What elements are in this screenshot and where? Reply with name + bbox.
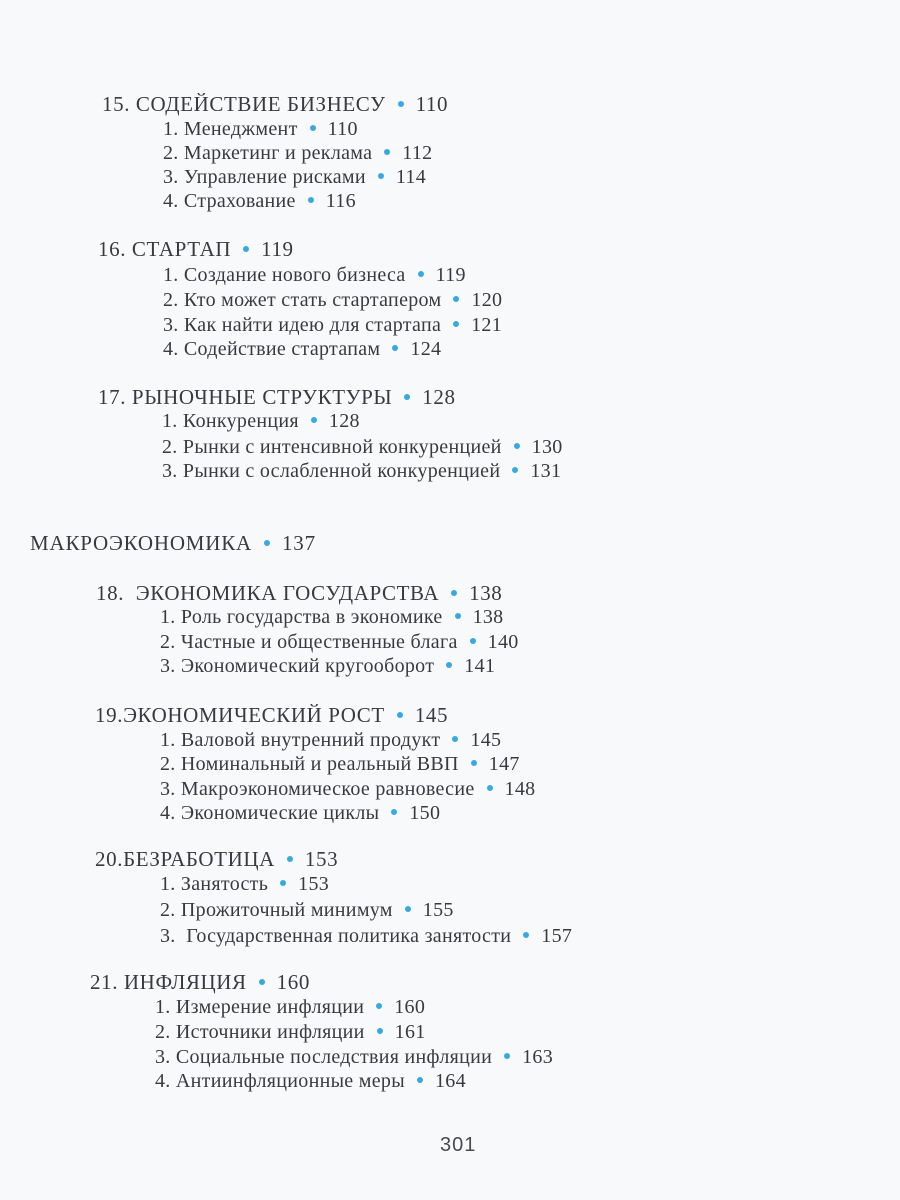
toc-section[interactable] <box>160 752 520 776</box>
entry-number: 1. <box>160 873 176 895</box>
bullet-dot-icon <box>376 1003 382 1009</box>
entry-page: 145 <box>470 729 502 751</box>
toc-chapter-17[interactable] <box>98 385 456 409</box>
entry-number: 2. <box>163 142 179 164</box>
bullet-dot-icon <box>243 246 249 252</box>
entry-number: 16. <box>98 237 127 261</box>
bullet-dot-icon <box>512 467 518 473</box>
bullet-dot-icon <box>452 736 458 742</box>
toc-section[interactable] <box>160 924 572 948</box>
entry-title: МАКРОЭКОНОМИКА <box>30 531 252 555</box>
entry-page: 124 <box>410 338 442 360</box>
entry-page: 121 <box>471 314 503 336</box>
toc-section[interactable] <box>162 435 563 459</box>
toc-section[interactable] <box>163 117 358 141</box>
bullet-dot-icon <box>392 345 398 351</box>
entry-page: 161 <box>394 1021 426 1043</box>
bullet-dot-icon <box>405 906 411 912</box>
toc-section[interactable] <box>155 995 425 1019</box>
entry-title: Как найти идею для стартапа <box>183 314 442 336</box>
toc-section[interactable] <box>163 313 502 337</box>
entry-number: 4. <box>163 190 179 212</box>
entry-page: 114 <box>395 166 427 188</box>
entry-title: Конкуренция <box>182 410 299 432</box>
entry-number: 17. <box>98 385 127 409</box>
bullet-dot-icon <box>453 296 459 302</box>
entry-title: Государственная политика занятости <box>186 925 512 947</box>
page-number: 301 <box>440 1134 477 1156</box>
entry-title: ЭКОНОМИЧЕСКИЙ РОСТ <box>123 703 385 727</box>
entry-title: Валовой внутренний продукт <box>180 729 441 751</box>
entry-page: 128 <box>422 385 456 409</box>
entry-page: 153 <box>304 847 339 871</box>
bullet-dot-icon <box>384 149 390 155</box>
toc-section[interactable] <box>155 1045 553 1069</box>
toc-chapter-15[interactable] <box>102 92 448 116</box>
entry-number: 2. <box>155 1021 171 1043</box>
entry-title: Создание нового бизнеса <box>183 264 406 286</box>
entry-page: 110 <box>415 92 449 116</box>
entry-title: Занятость <box>180 873 269 895</box>
toc-section[interactable] <box>160 728 501 752</box>
bullet-dot-icon <box>378 173 384 179</box>
entry-title: Социальные последствия инфляции <box>175 1046 493 1068</box>
entry-number: 4. <box>163 338 179 360</box>
entry-page: 157 <box>541 925 573 947</box>
entry-title: БЕЗРАБОТИЦА <box>123 847 275 871</box>
bullet-dot-icon <box>455 613 461 619</box>
entry-title: Кто может стать стартапером <box>183 289 442 311</box>
entry-page: 120 <box>471 289 503 311</box>
entry-page: 164 <box>434 1070 466 1092</box>
entry-number: 3. <box>163 314 179 336</box>
toc-section[interactable] <box>155 1020 426 1044</box>
entry-title: Источники инфляции <box>175 1021 365 1043</box>
entry-number: 19. <box>95 703 124 727</box>
toc-section[interactable] <box>160 777 535 801</box>
toc-chapter-19[interactable] <box>95 703 448 727</box>
entry-title: Прожиточный минимум <box>180 899 393 921</box>
bullet-dot-icon <box>311 417 317 423</box>
bullet-dot-icon <box>471 760 477 766</box>
entry-number: 3. <box>162 460 178 482</box>
entry-page: 145 <box>414 703 449 727</box>
bullet-dot-icon <box>287 856 293 862</box>
entry-page: 138 <box>469 581 503 605</box>
entry-number: 1. <box>163 264 179 286</box>
entry-page: 153 <box>298 873 330 895</box>
entry-title: Рынки с ослабленной конкуренцией <box>182 460 501 482</box>
toc-section[interactable] <box>160 605 503 629</box>
bullet-dot-icon <box>504 1053 510 1059</box>
entry-title: ЭКОНОМИКА ГОСУДАРСТВА <box>135 581 440 605</box>
toc-section[interactable] <box>160 872 329 896</box>
entry-page: 141 <box>464 655 496 677</box>
entry-number: 18. <box>96 581 125 605</box>
bullet-dot-icon <box>453 321 459 327</box>
toc-chapter-16[interactable] <box>98 237 294 261</box>
entry-page: 110 <box>327 118 358 140</box>
entry-number: 15. <box>102 92 131 116</box>
entry-number: 3. <box>160 778 176 800</box>
toc-section[interactable] <box>162 459 561 483</box>
entry-page: 128 <box>328 410 360 432</box>
entry-number: 3. <box>155 1046 171 1068</box>
bullet-dot-icon <box>391 809 397 815</box>
entry-page: 138 <box>472 606 504 628</box>
entry-number: 20. <box>95 847 124 871</box>
bullet-dot-icon <box>264 540 270 546</box>
entry-title: Антиинфляционные меры <box>175 1070 405 1092</box>
entry-page: 150 <box>409 802 441 824</box>
toc-section[interactable] <box>160 898 454 922</box>
entry-number: 2. <box>163 289 179 311</box>
entry-title: РЫНОЧНЫЕ СТРУКТУРЫ <box>131 385 393 409</box>
entry-title: Номинальный и реальный ВВП <box>180 753 459 775</box>
entry-page: 140 <box>487 631 519 653</box>
entry-number: 1. <box>160 606 176 628</box>
toc-section[interactable] <box>163 337 441 361</box>
entry-page: 112 <box>402 142 433 164</box>
entry-page: 131 <box>530 460 562 482</box>
toc-section[interactable] <box>162 409 360 433</box>
toc-section[interactable] <box>160 654 495 678</box>
entry-number: 1. <box>162 410 178 432</box>
toc-chapter-18[interactable] <box>96 581 502 605</box>
entry-number: 4. <box>155 1070 171 1092</box>
entry-page: 130 <box>531 436 563 458</box>
entry-title: Рынки с интенсивной конкуренцией <box>182 436 502 458</box>
toc-section[interactable] <box>163 189 356 213</box>
entry-page: 116 <box>325 190 356 212</box>
entry-title: Менеджмент <box>183 118 298 140</box>
entry-number: 3. <box>160 655 176 677</box>
toc-chapter-20[interactable] <box>95 847 338 871</box>
entry-title: Содействие стартапам <box>183 338 381 360</box>
toc-section[interactable] <box>163 165 426 189</box>
entry-number: 2. <box>162 436 178 458</box>
entry-page: 119 <box>261 237 294 261</box>
entry-title: Измерение инфляции <box>175 996 365 1018</box>
entry-title: СТАРТАП <box>131 237 232 261</box>
entry-title: Макроэкономическое равновесие <box>180 778 475 800</box>
entry-title: Управление рисками <box>183 166 366 188</box>
toc-section[interactable] <box>160 801 440 825</box>
bullet-dot-icon <box>417 1077 423 1083</box>
entry-page: 163 <box>522 1046 554 1068</box>
bullet-dot-icon <box>446 662 452 668</box>
toc-section[interactable] <box>160 630 519 654</box>
entry-page: 119 <box>435 264 466 286</box>
entry-title: Экономический кругооборот <box>180 655 435 677</box>
entry-title: Страхование <box>183 190 296 212</box>
bullet-dot-icon <box>397 712 403 718</box>
toc-section[interactable] <box>163 263 466 287</box>
entry-page: 155 <box>422 899 454 921</box>
entry-page: 160 <box>276 970 310 994</box>
bullet-dot-icon <box>451 590 457 596</box>
entry-number: 2. <box>160 753 176 775</box>
toc-section[interactable] <box>163 288 502 312</box>
entry-title: Роль государства в экономике <box>180 606 443 628</box>
bullet-dot-icon <box>310 125 316 131</box>
entry-title: Маркетинг и реклама <box>183 142 373 164</box>
entry-title: ИНФЛЯЦИЯ <box>123 970 247 994</box>
toc-part-macroeconomics[interactable] <box>30 531 316 555</box>
bullet-dot-icon <box>308 197 314 203</box>
entry-page: 148 <box>504 778 536 800</box>
bullet-dot-icon <box>377 1028 383 1034</box>
bullet-dot-icon <box>514 443 520 449</box>
toc-chapter-21[interactable] <box>90 970 310 994</box>
entry-page: 137 <box>282 531 316 555</box>
bullet-dot-icon <box>404 394 410 400</box>
bullet-dot-icon <box>280 880 286 886</box>
entry-number: 4. <box>160 802 176 824</box>
entry-title: СОДЕЙСТВИЕ БИЗНЕСУ <box>135 92 386 116</box>
bullet-dot-icon <box>487 785 493 791</box>
entry-title: Экономические циклы <box>180 802 380 824</box>
entry-page: 160 <box>394 996 426 1018</box>
bullet-dot-icon <box>470 638 476 644</box>
entry-page: 147 <box>488 753 520 775</box>
entry-number: 3. <box>160 925 176 947</box>
entry-number: 2. <box>160 899 176 921</box>
entry-number: 1. <box>160 729 176 751</box>
entry-number: 2. <box>160 631 176 653</box>
entry-number: 1. <box>163 118 179 140</box>
bullet-dot-icon <box>259 979 265 985</box>
entry-number: 21. <box>90 970 119 994</box>
toc-section[interactable] <box>155 1069 466 1093</box>
bullet-dot-icon <box>418 271 424 277</box>
entry-number: 1. <box>155 996 171 1018</box>
bullet-dot-icon <box>398 101 404 107</box>
bullet-dot-icon <box>523 932 529 938</box>
entry-number: 3. <box>163 166 179 188</box>
entry-title: Частные и общественные блага <box>180 631 458 653</box>
toc-section[interactable] <box>163 141 432 165</box>
